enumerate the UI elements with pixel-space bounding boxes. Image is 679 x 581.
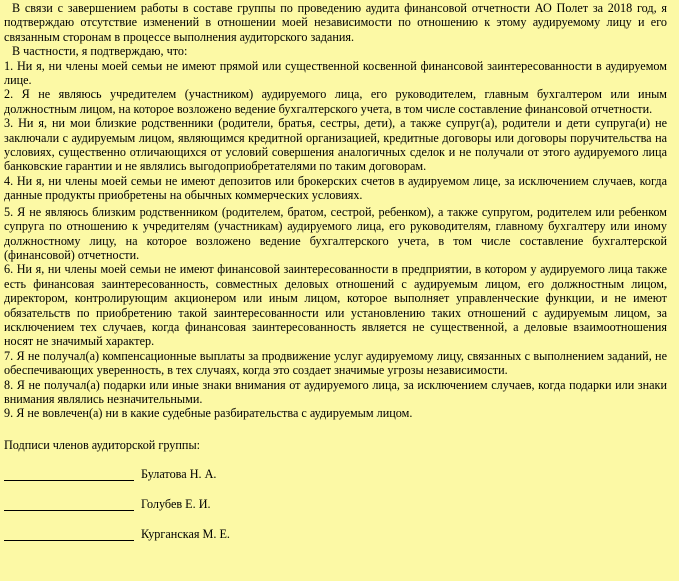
- list-item-1: 1. Ни я, ни члены моей семьи не имеют прямой или существенной косвенной финансовой заинтересованности в аудируемом лице.: [4, 58, 667, 88]
- list-item-3: 3. Ни я, ни мои близкие родственники (родители, братья, сестры, дети), а также супруг(а), родители и дети супруга(и) не заключали с аудируемым лицом, являющимся кредитной организацией, кредитные договоры или договоры поручительства на условиях, существенно отличающихся от условий совершения аналогичных сделок и не получали от этого аудируемого лица банковские гарантии и не являлись выгодоприобретателями по таким договорам.: [4, 116, 667, 174]
- list-item-9: 9. Я не вовлечен(а) ни в какие судебные разбирательства с аудируемым лицом.: [4, 406, 413, 421]
- signature-name: Голубев Е. И.: [141, 496, 211, 511]
- intro-paragraph: В связи с завершением работы в составе группы по проведению аудита финансовой отчетности АО Полет за 2018 год, я подтверждаю отсутствие изменений в отношении моей независимости по отношению к этому аудируемому лицу и его связанным сторонам в процессе выполнения аудиторского задания.: [4, 1, 667, 44]
- signature-row: [4, 497, 667, 511]
- list-item-6: 6. Ни я, ни члены моей семьи не имеют финансовой заинтересованности в предприятии, в котором у аудируемого лица также есть финансовая заинтересованность, совместных деловых отношений с аудируемым лицом, его должностным лицом, директором, контролирующим акционером или иным лицом, которое выполняет управленческие функции, и не имеют обязательств по приобретению такой заинтересованности или установлению таких отношений с аудируемым лицом, за исключением тех случаев, когда финансовая заинтересованность является не существенной, а деловые взаимоотношения носят не значимый характер.: [4, 262, 667, 349]
- signature-line: [4, 500, 134, 511]
- signature-name: Булатова Н. А.: [141, 466, 217, 481]
- signature-row: [4, 467, 667, 481]
- signature-line: [4, 470, 134, 481]
- list-item-7: 7. Я не получал(а) компенсационные выплаты за продвижение услуг аудируемому лицу, связанных с выполнением заданий, не обеспечивающих уверенность, в тех случаях, когда это создает значимые угрозы независимости.: [4, 348, 667, 378]
- confirm-heading: В частности, я подтверждаю, что:: [12, 44, 188, 59]
- signature-line: [4, 530, 134, 541]
- list-item-5: 5. Я не являюсь близким родственником (родителем, братом, сестрой, ребенком), а также супругом, родителем или ребенком супруга по отношению к учредителям (участникам) аудируемого лица, его руководителям, главному бухгалтеру или иному должностному лицу, на которое возложено ведение бухгалтерского учета, в том числе составление бухгалтерской (финансовой) отчетности.: [4, 204, 667, 262]
- signature-row: [4, 527, 667, 541]
- list-item-2: 2. Я не являюсь учредителем (участником) аудируемого лица, его руководителем, главным бухгалтером или иным должностным лицом, на которое возложено ведение бухгалтерского учета, в том числе составление финансовой отчетности.: [4, 87, 667, 116]
- signature-name: Курганская М. Е.: [141, 526, 230, 541]
- signatures-title: Подписи членов аудиторской группы:: [4, 437, 201, 452]
- list-item-8: 8. Я не получал(а) подарки или иные знаки внимания от аудируемого лица, за исключением случаев, когда подарки или знаки внимания являлись незначительными.: [4, 377, 667, 406]
- list-item-4: 4. Ни я, ни члены моей семьи не имеют депозитов или брокерских счетов в аудируемом лице, за исключением случаев, когда данные продукты приобретены на обычных коммерческих условиях.: [4, 173, 667, 203]
